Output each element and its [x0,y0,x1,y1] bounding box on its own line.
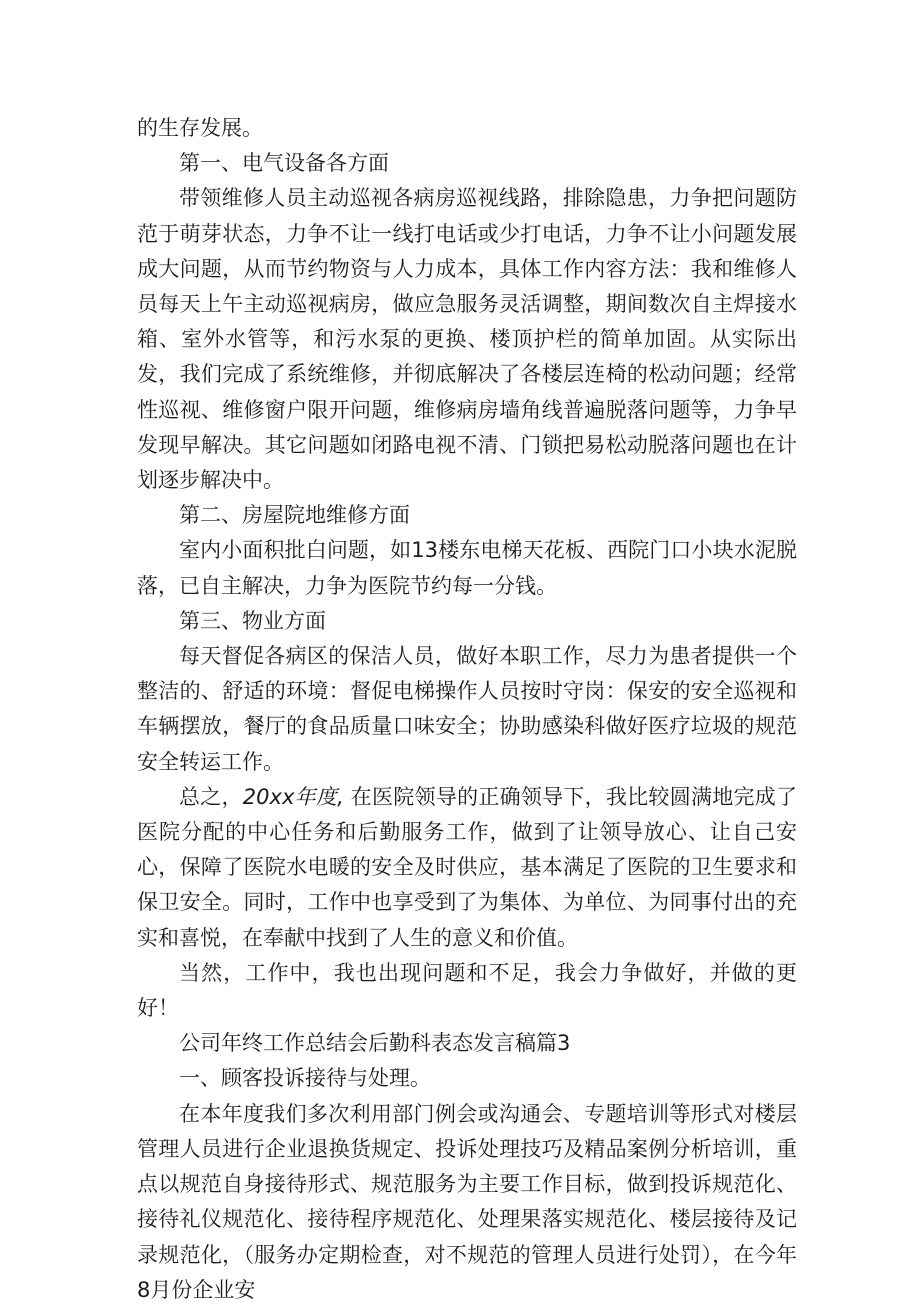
summary-year: 20xx年度, [242,784,344,809]
paragraph-shortcomings: 当然，工作中，我也出现问题和不足，我会力争做好，并做的更好！ [137,960,797,1021]
heading-complaints: 一、顾客投诉接待与处理。 [179,1066,431,1091]
paragraph-property: 每天督促各病区的保洁人员，做好本职工作，尽力为患者提供一个整洁的、舒适的环境：督促电梯操作人员按时守岗：保安的安全巡视和车辆摆放，餐厅的食品质量口味安全；协助感染科做好医疗垃圾的规范安全转运工作。 [137,644,797,774]
section-title: 公司年终工作总结会后勤科表态发言稿篇3 [179,1031,571,1056]
summary-lead: 总之， [179,784,243,809]
paragraph-summary [137,780,797,956]
summary-body: 在医院领导的正确领导下，我比较圆满地完成了医院分配的中心任务和后勤服务工作，做到了让领导放心、让自己安心，保障了医院水电暖的安全及时供应，基本满足了医院的卫生要求和保卫安全。同时，工作中也享受到了为集体、为单位、为同事付出的充实和喜悦，在奉献中找到了人生的意义和价值。 [137,784,797,950]
heading-electrical: 第一、电气设备各方面 [179,151,389,176]
paragraph-complaints: 在本年度我们多次利用部门例会或沟通会、专题培训等形式对楼层管理人员进行企业退换货规定、投诉处理技巧及精品案例分析培训，重点以规范自身接待形式、规范服务为主要工作目标，做到投诉规范化、接待礼仪规范化、接待程序规范化、处理果落实规范化、楼层接待及记录规范化，（服务办定期检查，对不规范的管理人员进行处罚），在今年8月份企业安 [137,1101,797,1302]
paragraph-intro-tail: 的生存发展。 [137,116,263,140]
document-body [137,111,797,1308]
heading-property: 第三、物业方面 [179,608,326,633]
heading-building: 第二、房屋院地维修方面 [179,503,410,528]
paragraph-building: 室内小面积批白问题，如13楼东电梯天花板、西院门口小块水泥脱落，已自主解决，力争为医院节约每一分钱。 [137,538,797,598]
paragraph-electrical: 带领维修人员主动巡视各病房巡视线路，排除隐患，力争把问题防范于萌芽状态，力争不让一线打电话或少打电话，力争不让小问题发展成大问题，从而节约物资与人力成本，具体工作内容方法：我和维修人员每天上午主动巡视病房，做应急服务灵活调整，期间数次自主焊接水箱、室外水管等，和污水泵的更换、楼顶护栏的简单加固。从实际出发，我们完成了系统维修，并彻底解决了各楼层连椅的松动问题；经常性巡视、维修窗户限开问题，维修病房墙角线普遍脱落问题等，力争早发现早解决。其它问题如闭路电视不清、门锁把易松动脱落问题也在计划逐步解决中。 [137,186,797,493]
